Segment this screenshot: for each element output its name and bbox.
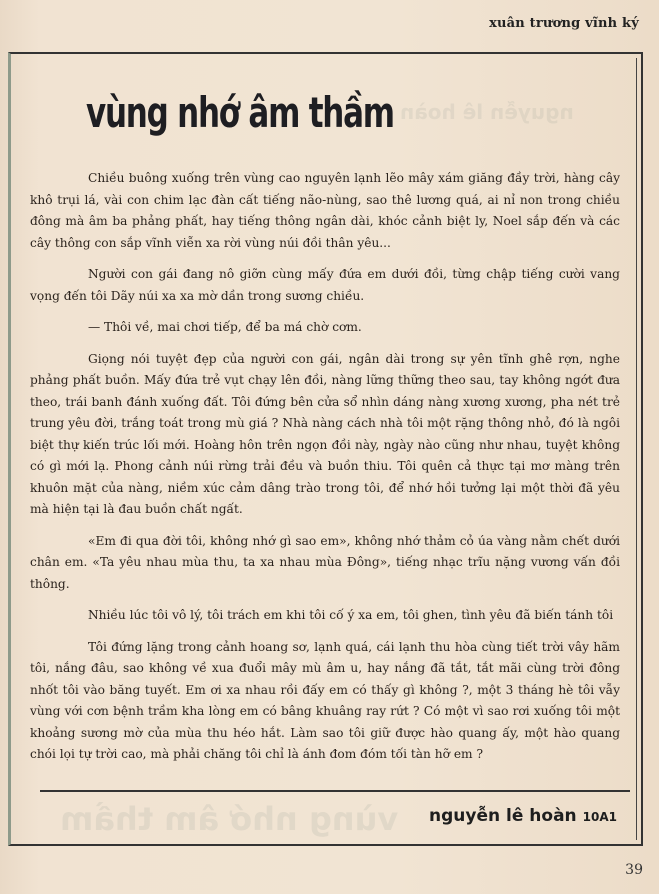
article-title: vùng nhớ âm thầm bbox=[86, 88, 394, 137]
paragraph: Nhiều lúc tôi vô lý, tôi trách em khi tôi cố ý xa em, tôi ghen, tình yêu đã biến tánh tôi bbox=[88, 608, 614, 622]
author-name: nguyễn lê hoàn bbox=[429, 806, 577, 826]
article-body bbox=[30, 168, 620, 776]
bleed-through-text-bottom: vùng nhớ âm thầm bbox=[60, 800, 399, 838]
running-head: xuân trương vĩnh ký bbox=[489, 16, 639, 31]
paragraph: Chiều buông xuống trên vùng cao nguyên lạnh lẽo mây xám giăng đầy trời, hàng cây khô trụi lá, vài con chim lạc đàn cất tiếng não-nùng, sao thê lương quá, ai nỉ non trong chiều đông mà âm ba phảng phất, hay tiếng thông ngân dài, khóc cảnh biệt ly, Noel sắp đến và các cây thông con sắp vĩnh viễn xa rời vùng núi đồi thân yêu... bbox=[30, 171, 620, 250]
byline-divider bbox=[40, 790, 630, 792]
frame-inner-rule bbox=[636, 58, 637, 840]
paragraph: Người con gái đang nô giỡn cùng mấy đứa em dưới đồi, từng chập tiếng cười vang vọng đến tôi Dãy núi xa xa mờ dần trong sương chiều. bbox=[30, 267, 620, 303]
author-byline bbox=[429, 806, 617, 826]
paragraph: Tôi đứng lặng trong cảnh hoang sơ, lạnh quá, cái lạnh thu hòa cùng tiết trời vây hãm tôi, nắng đâu, sao không về xua đuổi mây mù âm u, hay nắng đã tắt, tắt mãi cùng trời đông nhốt tôi vào băng tuyết. Em ơi xa nhau rồi đấy em có thấy gì không ?, một 3 tháng hè tôi vẫy vùng với cơn bệnh trầm kha lòng em có bâng khuâng ray rứt ? Có một vì sao rơi xuống tôi một khoảng sương mờ của mùa thu héo hắt. Làm sao tôi giữ được hào quang ấy, một hào quang chói lọi tự trời cao, mà phải chăng tôi chỉ là ánh đom đóm tối tàn hỡ em ? bbox=[30, 639, 620, 761]
paragraph: Giọng nói tuyệt đẹp của người con gái, ngân dài trong sự yên tĩnh ghê rợn, nghe phảng phất buồn. Mấy đứa trẻ vụt chạy lên đồi, nàng lững thững theo sau, tay không ngớt đưa theo, trái banh đánh xuống đất. Tôi đứng bên cửa sổ nhìn dáng nàng xương xương, pha nét trẻ trung yêu đời, trắng toát trong mù giá ? Nhà nàng cách nhà tôi một rặng thông nhỏ, đó là ngôi biệt thự kiến trúc lối mới. Hoàng hôn trên ngọn đồi này, ngày nào cũng như nhau, tuyệt không có gì mới lạ. Phong cảnh núi rừng trải đều và buồn thiu. Tôi quên cả thực tại mơ màng trên khuôn mặt của nàng, niềm xúc cảm dâng trào trong tôi, để nhớ hồi tưởng lại một thời đã yêu mà hiện tại là đau buồn chất ngất. bbox=[30, 351, 620, 516]
dialog-line: — Thôi về, mai chơi tiếp, để ba má chờ cơm. bbox=[88, 320, 362, 334]
page-number: 39 bbox=[625, 862, 643, 878]
author-class: 10A1 bbox=[582, 810, 617, 824]
paragraph: «Em đi qua đời tôi, không nhớ gì sao em», không nhớ thảm cỏ úa vàng nằm chết dưới chân em. «Ta yêu nhau mùa thu, ta xa nhau mùa Đông», tiếng nhạc trĩu nặng vương vấn đồi thông. bbox=[30, 533, 620, 591]
bleed-through-text-top: nguyễn lê hoàn bbox=[400, 100, 574, 124]
